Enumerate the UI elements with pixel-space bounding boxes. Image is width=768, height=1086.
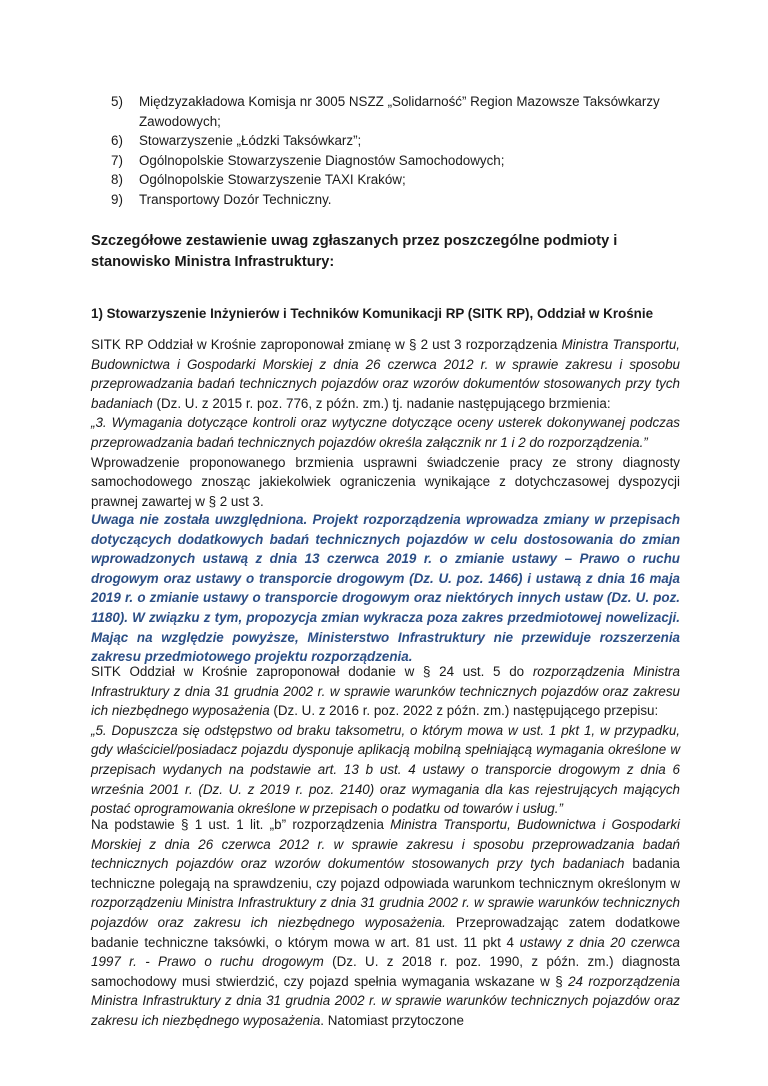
list-item-text: Transportowy Dozór Techniczny. <box>139 191 332 207</box>
list-item-text: Ogólnopolskie Stowarzyszenie Diagnostów Samochodowych; <box>139 152 505 168</box>
text-run: badania techniczne polegają na sprawdzeniu, czy pojazd odpowiada warunkom technicznym określonym w <box>91 856 680 891</box>
list-item-text: Ogólnopolskie Stowarzyszenie TAXI Kraków; <box>139 172 406 188</box>
list-item <box>111 92 671 131</box>
text-run: Na podstawie § 1 ust. 1 lit. „b” rozporządzenia <box>91 817 391 832</box>
text-run: . Natomiast przytoczone <box>320 1012 464 1028</box>
text-run: (Dz. U. z 2015 r. poz. 776, z późn. zm.) tj. nadanie następującego brzmienia: <box>152 395 611 411</box>
paragraph-proposal-1 <box>91 335 680 511</box>
list-item-number: 5) <box>111 94 123 109</box>
organization-list <box>111 92 671 210</box>
list-item-text: Międzyzakładowa Komisja nr 3005 NSZZ „Solidarność” Region Mazowsze Taksówkarzy Zawodowych; <box>139 94 660 129</box>
list-item-number: 6) <box>111 133 123 149</box>
regulation-title: rozporządzeniu Ministra Infrastruktury z dnia 31 grudnia 2002 r. w sprawie warunków technicznych pojazdów oraz zakresu ich niezbędnego wyposażenia. <box>91 895 680 930</box>
ministry-response: Uwaga nie została uwzględniona. Projekt rozporządzenia wprowadza zmiany w przepisach dotyczących dodatkowych badań technicznych pojazdów w celu dostosowania do zmian wprowadzonych ustawą z dnia 13 czerwca 2019 r. o zmianie ustawy – Prawo o ruchu drogowym oraz ustawy o transporcie drogowym (Dz. U. poz. 1466) i ustawą z dnia 16 maja 2019 r. o zmianie ustawy o transporcie drogowym oraz niektórych innych ustaw (Dz. U. poz. 1180). W związku z tym, propozycja zmian wykracza poza zakres przedmiotowej nowelizacji. Mając na względzie powyższe, Ministerstwo Infrastruktury nie przewiduje rozszerzenia zakresu przedmiotowego projektu rozporządzenia. <box>91 512 680 665</box>
section-heading: Szczegółowe zestawienie uwag zgłaszanych przez poszczególne podmioty i stanowisko Ministra Infrastruktury: <box>91 233 618 270</box>
regulation-title: Ministra Transportu, Budownictwa i Gospodarki Morskiej z dnia 26 czerwca 2012 r. w sprawie zakresu i sposobu przeprowadzania badań technicznych pojazdów oraz wzorów dokumentów stosowanych przy tych badaniach <box>91 817 680 872</box>
text-run: SITK Oddział w Krośnie zaproponował dodanie w § 24 ust. 5 do <box>91 664 533 679</box>
subsection-heading: 1) Stowarzyszenie Inżynierów i Techników Komunikacji RP (SITK RP), Oddział w Krośnie <box>91 306 654 321</box>
list-item <box>111 170 671 190</box>
quoted-provision: „5. Dopuszcza się odstępstwo od braku taksometru, o którym mowa w ust. 1 pkt 1, w przypadku, gdy właściciel/posiadacz pojazdu dysponuje aplikacją mobilną spełniającą wymagania określone w przepisach wydanych na podstawie art. 13 b ust. 4 ustawy o transporcie drogowym z dnia 6 września 2001 r. (Dz. U. z 2019 r. poz. 2140) oraz wymagania dla kas rejestrujących mających postać oprogramowania określone w przepisach o podatku od towarów i usług.” <box>91 722 680 817</box>
list-item <box>111 151 671 171</box>
text-run: SITK RP Oddział w Krośnie zaproponował zmianę w § 2 ust 3 rozporządzenia <box>91 337 562 352</box>
list-item-number: 9) <box>111 191 123 207</box>
text-run: Przeprowadzając zatem dodatkowe badanie techniczne taksówki, o którym mowa w art. 81 ust. 11 pkt 4 <box>91 914 681 950</box>
act-title: ustawy z dnia 20 czerwca 1997 r. - Prawo o ruchu drogowym <box>91 934 680 970</box>
regulation-title: Ministra Transportu, Budownictwa i Gospodarki Morskiej z dnia 26 czerwca 2012 r. w sprawie zakresu i sposobu przeprowadzania badań technicznych pojazdów oraz wzorów dokumentów stosowanych przy tych badaniach <box>91 337 680 411</box>
regulation-title: rozporządzenia Ministra Infrastruktury z dnia 31 grudnia 2002 r. w sprawie warunków technicznych pojazdów oraz zakresu ich niezbędnego wyposażenia <box>91 664 680 719</box>
list-item-number: 7) <box>111 152 123 168</box>
list-item <box>111 190 671 210</box>
list-item-number: 8) <box>111 172 123 188</box>
list-item-text: Stowarzyszenie „Łódzki Taksówkarz”; <box>139 133 362 149</box>
paragraph-analysis <box>91 815 680 1031</box>
quoted-provision: „3. Wymagania dotyczące kontroli oraz wytyczne dotyczące oceny usterek dokonywanej podczas przeprowadzania badań technicznych pojazdów określa załącznik nr 1 i 2 do rozporządzenia.” <box>91 415 680 450</box>
paragraph-proposal-2 <box>91 662 680 819</box>
list-item <box>111 131 671 151</box>
regulation-title: 24 rozporządzenia Ministra Infrastruktury z dnia 31 grudnia 2002 r. w sprawie warunków technicznych pojazdów oraz zakresu ich niezbędnego wyposażenia <box>91 973 680 1028</box>
text-run: (Dz. U. z 2018 r. poz. 1990, z późn. zm.) diagnosta samochodowy musi stwierdzić, czy pojazd spełnia wymagania wskazane w § <box>91 954 680 989</box>
text-run: (Dz. U. z 2016 r. poz. 2022 z późn. zm.) następującego przepisu: <box>269 703 659 719</box>
text-run: Wprowadzenie proponowanego brzmienia usprawni świadczenie pracy ze strony diagnosty samochodowego znosząc jakiekolwiek ograniczenia wynikające z dotychczasowej dyspozycji prawnej zawartej w § 2 ust 3. <box>91 454 680 509</box>
